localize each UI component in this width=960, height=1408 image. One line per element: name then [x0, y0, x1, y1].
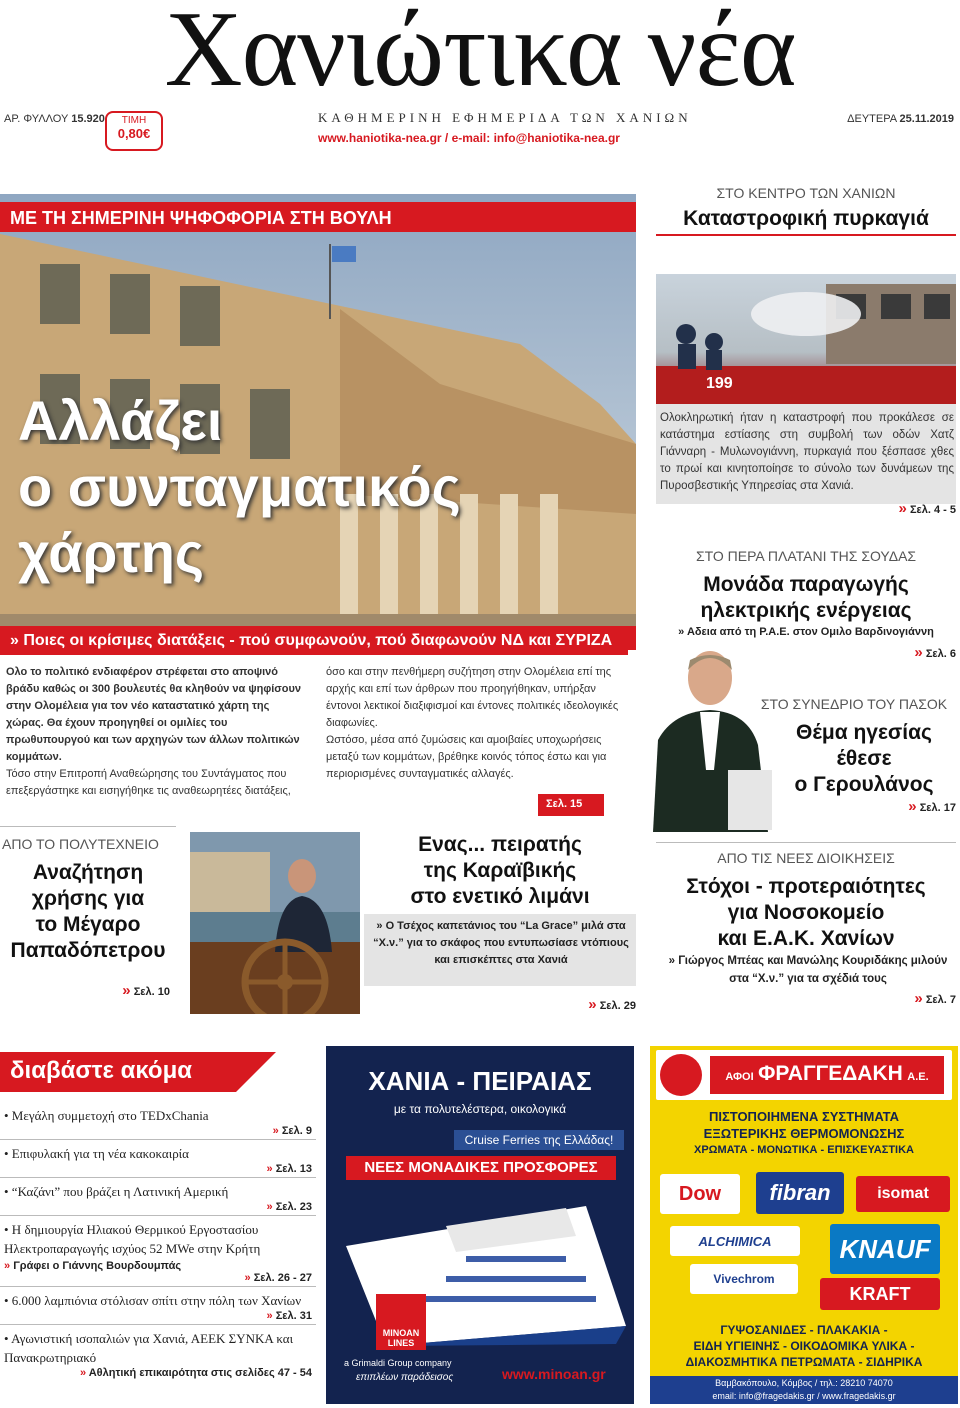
pirate-sub: » Ο Τσέχος καπετάνιος του “La Grace” μιλά στα “Χ.ν.” για το σκάφος που εντυπωσίασε ντόπιους και επισκέπτες στα Χανιά	[373, 920, 629, 966]
readmore-corner	[236, 1052, 276, 1092]
masthead-title: Χανιώτικα νέα	[164, 0, 796, 109]
fragedakis-address: Βαμβακόπουλο, Κόμβος / τηλ.: 28210 74070	[715, 1378, 893, 1388]
hospital-sub: » Γιώργος Μπέας και Μανώλης Κουριδάκης μιλούν στα “Χ.ν.” για τα σχέδιά τους	[668, 955, 948, 985]
readmore-note-value: Αθλητική επικαιρότητα στις σελίδες 47 - 54	[88, 1367, 312, 1379]
ferry-ad-brand: MINOAN LINES	[382, 1328, 420, 1348]
pasok-headline	[774, 720, 954, 798]
poly-rule	[0, 826, 176, 827]
hospital-page-ref	[830, 990, 956, 1007]
chevron-right-icon: »	[266, 1163, 273, 1175]
lead-headline-line-2: ο συνταγματικός	[18, 455, 461, 518]
kraft-logo: KRAFT	[820, 1278, 940, 1310]
readmore-item-text: • “Καζάνι” που βράζει η Λατινική Αμερική	[4, 1184, 229, 1199]
lead-intro: Ολο το πολιτικό ενδιαφέρον στρέφεται στο αποψινό βράδυ καθώς οι 300 βουλευτές θα κληθούν να ψηφίσουν στην Ολομέλεια για τον νέο καταστατικό χάρτη της χώρας. Θα έχουν προηγηθεί οι ομιλίες του πρωθυπουργού και των αρχηγών των άλλων πολιτικών κομμάτων.	[6, 666, 302, 763]
lead-col-2-text-1: όσο και στην πενθήμερη συζήτηση στην Ολομέλεια επί της αρχής και επί των άρθρων που προηγήθηκαν, υπήρξαν έντονοι λεκτικοί διαξιφισμοί και έντονες πολιτικές ιδεολογικές διαφωνίες.	[326, 666, 619, 729]
ferry-ad-url[interactable]: www.minoan.gr	[502, 1366, 606, 1382]
minoan-logo	[376, 1294, 426, 1350]
chevron-right-icon: »	[266, 1201, 273, 1213]
ferry-ad-sub: με τα πολυτελέστερα, οικολογικά	[393, 1102, 567, 1116]
fire-truck-number: 199	[706, 375, 733, 392]
fragedakis-line-6: ΔΙΑΚΟΣΜΗΤΙΚΑ ΠΕΤΡΩΜΑΤΑ - ΣΙΔΗΡΙΚΑ	[685, 1355, 923, 1369]
fragedakis-line-5: ΕΙΔΗ ΥΓΙΕΙΝΗΣ - ΟΙΚΟΔΟΜΙΚΑ ΥΛΙΚΑ -	[693, 1339, 915, 1353]
poly-headline-line-3: το Μέγαρο	[35, 913, 141, 936]
power-headline	[656, 572, 956, 624]
pirate-headline-line-2: της Καραϊβικής	[423, 859, 577, 882]
readmore-item-note	[4, 1367, 312, 1379]
isomat-logo: isomat	[856, 1176, 950, 1212]
lead-banner: ΜΕ ΤΗ ΣΗΜΕΡΙΝΗ ΨΗΦΟΦΟΡΙΑ ΣΤΗ ΒΟΥΛΗ	[0, 202, 636, 232]
pasok-page-ref	[830, 798, 956, 815]
poly-kicker: ΑΠΟ ΤΟ ΠΟΛΥΤΕΧΝΕΙΟ	[2, 836, 159, 852]
geroulanos-photo	[628, 650, 774, 832]
readmore-page-value: Σελ. 31	[275, 1310, 312, 1322]
readmore-note-value: Γράφει ο Γιάννης Βουρδουμπάς	[13, 1260, 182, 1272]
readmore-page-value: Σελ. 23	[275, 1201, 312, 1213]
pirate-page-ref	[500, 996, 636, 1013]
fibran-logo: fibran	[756, 1172, 844, 1214]
website-link[interactable]: www.haniotika-nea.gr / e-mail: info@haniotika-nea.gr	[318, 131, 620, 145]
poly-page-ref	[50, 982, 170, 999]
fragedakis-prefix: ΑΦΟΙ	[725, 1071, 754, 1083]
readmore-item-page	[4, 1125, 312, 1137]
power-page-ref	[830, 644, 956, 661]
date-value: 25.11.2019	[899, 113, 954, 125]
readmore-item-page	[4, 1201, 312, 1213]
power-headline-line-1: Μονάδα παραγωγής	[703, 573, 909, 596]
chevron-right-icon: »	[4, 1260, 11, 1272]
poly-headline-line-4: Παπαδόπετρου	[10, 939, 166, 962]
readmore-divider	[0, 1324, 316, 1325]
fragedakis-logo-icon	[660, 1054, 702, 1096]
pasok-headline-line-3: ο Γερουλάνος	[794, 773, 934, 796]
readmore-divider	[0, 1286, 316, 1287]
fragedakis-contact	[650, 1376, 958, 1404]
fire-rule	[656, 234, 956, 236]
readmore-item[interactable]	[0, 1144, 316, 1175]
lead-col-2-text-2: Ωστόσο, μέσα από ζυμώσεις και αμοιβαίες υποχωρήσεις μεταξύ των κομμάτων, βρέθηκε κοινός τόπος έστω και για περιορισμένες συνταγματικές αλλαγές.	[326, 734, 607, 780]
fragedakis-email[interactable]: email: info@fragedakis.gr / www.fragedakis.gr	[712, 1391, 896, 1401]
readmore-item[interactable]	[0, 1329, 316, 1379]
fire-page: Σελ. 4 - 5	[909, 504, 956, 516]
readmore-item-page	[4, 1272, 312, 1284]
ferry-ad-motto: επιπλέων παράδεισος	[356, 1372, 454, 1383]
knauf-logo: KNAUF	[830, 1224, 940, 1274]
readmore-item-text: • Μεγάλη συμμετοχή στο TEDxChania	[4, 1108, 209, 1123]
date	[847, 113, 954, 125]
pasok-headline-line-1: Θέμα ηγεσίας	[796, 721, 932, 744]
pasok-page: Σελ. 17	[919, 802, 956, 814]
poly-headline-line-1: Αναζήτηση	[32, 861, 144, 884]
hospital-headline	[656, 874, 956, 952]
pasok-kicker: ΣΤΟ ΣΥΝΕΔΡΙΟ ΤΟΥ ΠΑΣΟΚ	[760, 696, 948, 712]
ferry-ad-offer: ΝΕΕΣ ΜΟΝΑΔΙΚΕΣ ΠΡΟΣΦΟΡΕΣ	[346, 1156, 616, 1180]
fragedakis-line-1: ΠΙΣΤΟΠΟΙΗΜΕΝΑ ΣΥΣΤΗΜΑΤΑ	[708, 1109, 900, 1124]
tagline: ΚΑΘΗΜΕΡΙΝΗ ΕΦΗΜΕΡΙΔΑ ΤΩΝ ΧΑΝΙΩΝ	[318, 110, 692, 125]
chevron-right-icon: »	[272, 1125, 279, 1137]
poly-headline	[0, 860, 176, 964]
readmore-item-page	[4, 1163, 312, 1175]
readmore-item[interactable]	[0, 1106, 316, 1137]
power-kicker: ΣΤΟ ΠΕΡΑ ΠΛΑΤΑΝΙ ΤΗΣ ΣΟΥΔΑΣ	[695, 548, 917, 564]
fragedakis-services-bottom	[650, 1322, 958, 1370]
poly-headline-line-2: χρήσης για	[31, 887, 145, 910]
chevron-right-icon: »	[908, 798, 917, 815]
lead-col-1-text: Τόσο στην Επιτροπή Αναθεώρησης του Συντάγματος που επεξεργάστηκε και εισηγήθηκε τις αναθεωρητέες διατάξεις,	[6, 768, 291, 797]
power-sub: » Αδεια από τη Ρ.Α.Ε. στον Ομιλο Βαρδινογιάννη	[678, 626, 934, 638]
fragedakis-line-3: ΧΡΩΜΑΤΑ - ΜΟΝΩΤΙΚΑ - ΕΠΙΣΚΕΥΑΣΤΙΚΑ	[694, 1144, 914, 1156]
lead-headline-line-3: χάρτης	[18, 521, 205, 584]
readmore-item[interactable]	[0, 1220, 316, 1284]
chevron-right-icon: »	[266, 1310, 273, 1322]
chevron-right-icon: »	[914, 644, 923, 661]
date-label: ΔΕΥΤΕΡΑ	[847, 113, 897, 125]
fire-headline: Καταστροφική πυρκαγιά	[683, 207, 929, 230]
issue-label: ΑΡ. ΦΥΛΛΟΥ	[4, 113, 69, 125]
power-headline-line-2: ηλεκτρικής ενέργειας	[700, 599, 912, 622]
ferry-ad-title: ΧΑΝΙΑ - ΠΕΙΡΑΙΑΣ	[368, 1066, 592, 1096]
readmore-divider	[0, 1139, 316, 1140]
pirate-headline	[364, 832, 636, 910]
fragedakis-services-top	[650, 1108, 958, 1159]
readmore-item-note	[4, 1260, 312, 1272]
readmore-page-value: Σελ. 13	[275, 1163, 312, 1175]
readmore-item-text: • Η δημιουργία Ηλιακού Θερμικού Εργοστασίου Ηλεκτροπαραγωγής ισχύος 52 MWe στην Κρήτη	[4, 1222, 261, 1256]
pirate-page: Σελ. 29	[599, 1000, 636, 1012]
fire-page-ref	[830, 500, 956, 517]
captain-illustration	[190, 832, 360, 1014]
chevron-right-icon: »	[914, 990, 923, 1007]
ferry-ad-group: a Grimaldi Group company	[344, 1358, 452, 1368]
lead-headline-line-1: Αλλάζει	[18, 389, 223, 452]
lead-page-ref: Σελ. 15	[538, 794, 604, 816]
chevron-right-icon: »	[588, 996, 597, 1013]
hospital-rule	[656, 842, 956, 843]
fragedakis-header	[656, 1050, 952, 1100]
poly-page: Σελ. 10	[133, 986, 170, 998]
vivechrom-logo: Vivechrom	[690, 1264, 798, 1294]
readmore-page-value: Σελ. 9	[281, 1125, 312, 1137]
readmore-item-text: • Επιφυλακή για τη νέα κακοκαιρία	[4, 1146, 189, 1161]
chevron-right-icon: »	[244, 1272, 251, 1284]
readmore-divider	[0, 1215, 316, 1216]
hospital-headline-line-2: για Νοσοκομείο	[727, 901, 885, 924]
hospital-page: Σελ. 7	[925, 994, 956, 1006]
readmore-item[interactable]	[0, 1291, 316, 1322]
readmore-item-page	[4, 1310, 312, 1322]
readmore-item-text: • 6.000 λαμπιόνια στόλισαν σπίτι στην πόλη των Χανίων	[4, 1293, 302, 1308]
chevron-right-icon: »	[79, 1367, 87, 1379]
ferry-ship-illustration	[326, 1186, 634, 1346]
lead-subhead: » Ποιες οι κρίσιμες διατάξεις - πού συμφωνούν, πού διαφωνούν ΝΔ και ΣΥΡΙΖΑ	[0, 626, 636, 655]
lead-col-1	[6, 664, 310, 800]
fragedakis-name	[710, 1056, 944, 1094]
pirate-headline-line-3: στο ενετικό λιμάνι	[410, 885, 590, 908]
hospital-headline-line-1: Στόχοι - προτεραιότητες	[686, 875, 926, 898]
hospital-headline-line-3: και Ε.Α.Κ. Χανίων	[717, 927, 895, 950]
ferry-ad-slogan: Cruise Ferries της Ελλάδας!	[454, 1130, 624, 1150]
chevron-right-icon: »	[122, 982, 131, 999]
fragedakis-name-main: ΦΡΑΓΓΕΔΑΚΗ	[758, 1062, 903, 1085]
captain-photo	[190, 832, 360, 1014]
speaker-illustration	[628, 650, 774, 832]
chevron-right-icon: »	[898, 500, 907, 517]
fire-kicker: ΣΤΟ ΚΕΝΤΡΟ ΤΩΝ ΧΑΝΙΩΝ	[716, 185, 896, 201]
readmore-page-value: Σελ. 26 - 27	[253, 1272, 312, 1284]
readmore-list	[0, 1106, 316, 1379]
lead-col-2	[326, 664, 632, 783]
fragedakis-suffix: Α.Ε.	[907, 1071, 929, 1083]
readmore-item[interactable]	[0, 1182, 316, 1213]
price-label: ΤΙΜΗ	[121, 115, 147, 126]
dow-logo: Dow	[660, 1174, 740, 1214]
fire-text: Ολοκληρωτική ήταν η καταστροφή που προκάλεσε σε κατάστημα εστίασης στη συμβολή των οδών Χατζ Γιάνναρη - Μυλωνογιάννη, πυρκαγιά που ξέσπασε χθες το πρωί και κινητοποίησε το σύνολο των δυνάμεων της Πυροσβεστικής Υπηρεσίας στα Χανιά.	[660, 412, 954, 492]
fragedakis-line-2: ΕΞΩΤΕΡΙΚΗΣ ΘΕΡΜΟΜΟΝΩΣΗΣ	[703, 1126, 905, 1141]
ferry-ad[interactable]	[326, 1046, 634, 1404]
readmore-item-text: • Αγωνιστική ισοπαλιών για Χανιά, ΑΕΕΚ ΣΥΝΚΑ και Πανακρωτηριακό	[4, 1331, 294, 1365]
issue-number	[4, 113, 105, 125]
hospital-kicker: ΑΠΟ ΤΙΣ ΝΕΕΣ ΔΙΟΙΚΗΣΕΙΣ	[717, 850, 895, 866]
price-value: 0,80€	[117, 126, 151, 141]
fragedakis-line-4: ΓΥΨΟΣΑΝΙΔΕΣ - ΠΛΑΚΑΚΙΑ -	[720, 1323, 888, 1337]
fragedakis-ad[interactable]	[650, 1046, 958, 1404]
pirate-headline-line-1: Ενας... πειρατής	[418, 833, 582, 856]
pasok-headline-line-2: έθεσε	[836, 747, 892, 770]
alchimica-logo: ALCHIMICA	[670, 1226, 800, 1256]
price-badge	[105, 111, 163, 151]
readmore-title: διαβάστε ακόμα	[0, 1052, 236, 1092]
issue-value: 15.920	[71, 113, 105, 125]
readmore-divider	[0, 1177, 316, 1178]
fire-photo	[656, 274, 956, 404]
lead-headline	[18, 388, 461, 586]
power-page: Σελ. 6	[925, 648, 956, 660]
fire-illustration	[656, 274, 956, 404]
